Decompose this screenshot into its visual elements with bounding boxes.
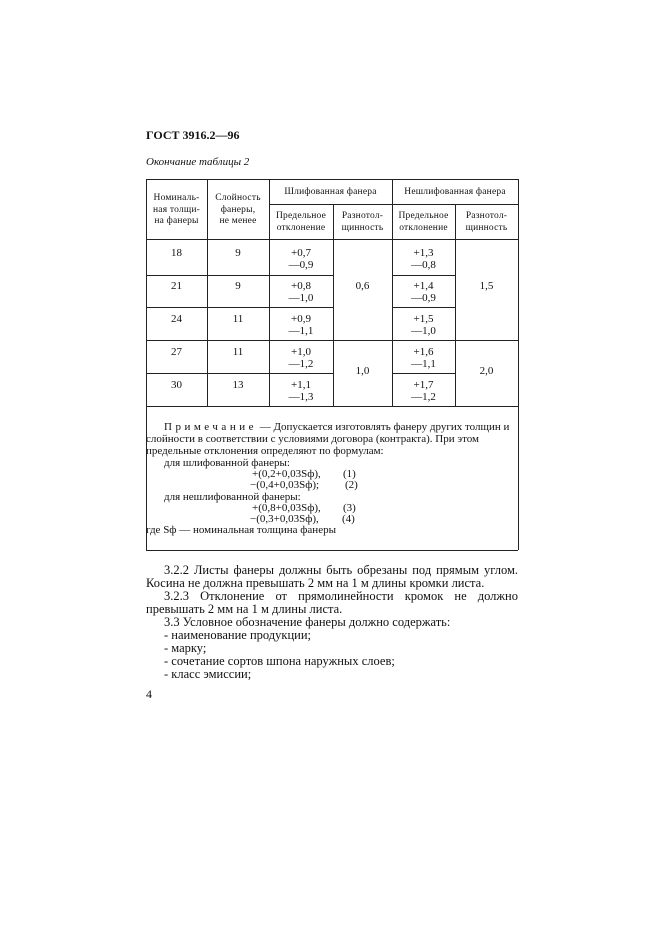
sanded-variation-group1: 0,6 — [355, 280, 370, 292]
list-item: - класс эмиссии; — [164, 667, 252, 681]
page-number: 4 — [146, 687, 152, 701]
header-sanded-deviation: Предельное отклонение — [276, 211, 326, 233]
paragraph-3-2-3: 3.2.3 Отклонение от прямолинейности кромок не должно превышать 2 мм на 1 м длины листа. — [146, 589, 518, 616]
body-text — [146, 564, 518, 681]
paragraph-3-2-2: 3.2.2 Листы фанеры должны быть обрезаны под прямым углом. Косина не должна превышать 2 мм на 1 м длины кромки листа. — [146, 563, 518, 590]
formula-2: −(0,4+0,03Sф); — [250, 479, 320, 491]
formula-3: +(0,8+0,03Sф), — [252, 502, 321, 514]
unsanded-variation-group2: 2,0 — [479, 365, 494, 377]
table-caption: Окончание таблицы 2 — [146, 156, 250, 168]
paragraph-3-3: 3.3 Условное обозначение фанеры должно содержать: — [164, 615, 451, 629]
list-item: - марку; — [164, 641, 207, 655]
sanded-variation-group2: 1,0 — [355, 365, 370, 377]
note-label: Примечание — [164, 421, 257, 433]
formula-1: +(0,2+0,03Sф), — [252, 468, 321, 480]
header-unsanded-deviation: Предельное отклонение — [398, 211, 449, 233]
header-sanded-variation: Разнотол- щинность — [341, 211, 384, 233]
formula-4: −(0,3+0,03Sф), — [250, 513, 319, 525]
header-layers: Слойность фанеры, не менее — [215, 193, 261, 226]
standard-id: ГОСТ 3916.2—96 — [146, 128, 240, 142]
list-item: - сочетание сортов шпона наружных слоев; — [164, 654, 395, 668]
list-item: - наименование продукции; — [164, 628, 312, 642]
unsanded-variation-group1: 1,5 — [479, 280, 494, 292]
header-thickness: Номиналь- ная толщи- на фанеры — [153, 193, 200, 226]
header-unsanded: Нешлифованная фанера — [404, 187, 506, 197]
header-sanded: Шлифованная фанера — [284, 187, 377, 197]
header-unsanded-variation: Разнотол- щинность — [465, 211, 508, 233]
